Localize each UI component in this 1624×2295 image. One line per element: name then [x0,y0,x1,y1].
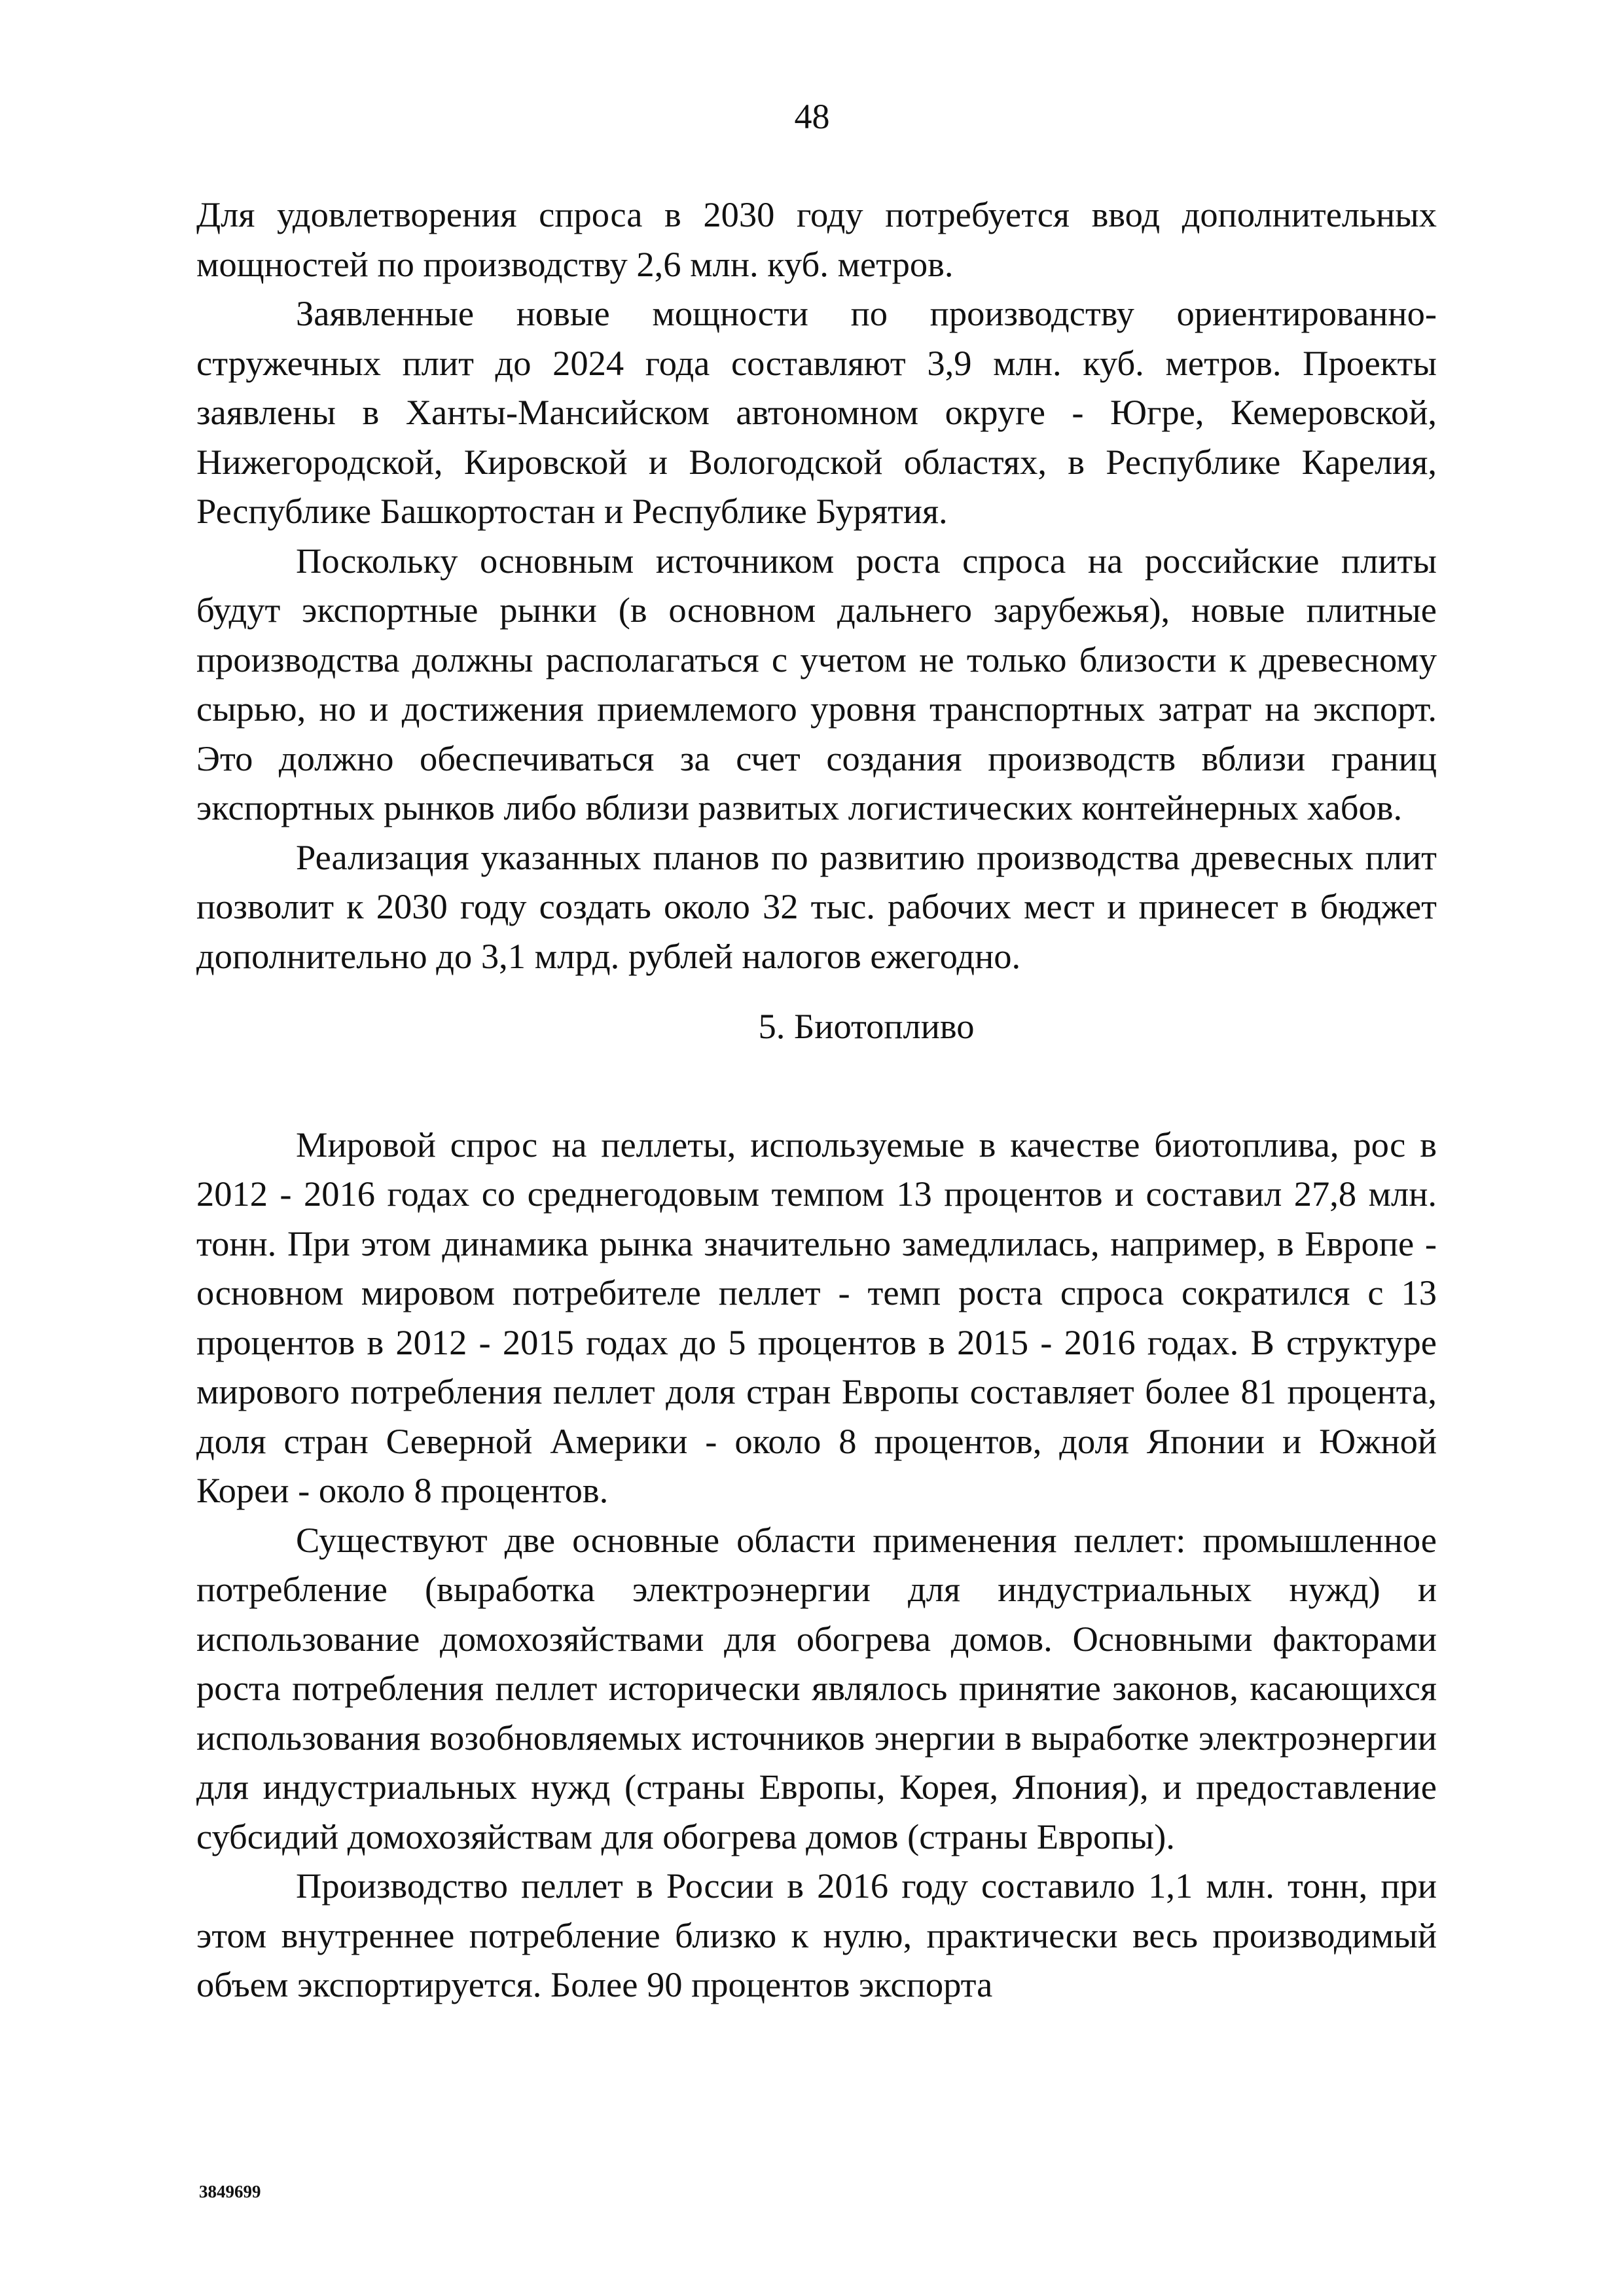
paragraph-demand-2030: Для удовлетворения спроса в 2030 году потребуется ввод дополнительных мощностей по производству 2,6 млн. куб. метров. [196,194,1437,284]
paragraph-russia-pellet-production: Производство пеллет в России в 2016 году составило 1,1 млн. тонн, при этом внутреннее потребление близко к нулю, практически весь производимый объем экспортируется. Более 90 процентов экспорта [196,1866,1437,2004]
paragraph-osb-capacity: Заявленные новые мощности по производству ориентированно-стружечных плит до 2024 года составляют 3,9 млн. куб. метров. Проекты заявлены в Ханты-Мансийском автономном округе - Югре, Кемеровской, Нижегородской, Кировской и Вологодской областях, в Республике Карелия, Республике Башкортостан и Республике Бурятия. [196,293,1437,531]
document-code: 3849699 [199,2182,261,2201]
paragraph-pellet-demand: Мировой спрос на пеллеты, используемые в качестве биотоплива, рос в 2012 - 2016 годах со среднегодовым темпом 13 процентов и составил 27,8 млн. тонн. При этом динамика рынка значительно замедлилась, например, в Европе - основном мировом потребителе пеллет - темп роста спроса сократился с 13 процентов в 2012 - 2015 годах до 5 процентов в 2015 - 2016 годах. В структуре мирового потребления пеллет доля стран Европы составляет более 81 процента, доля стран Северной Америки - около 8 процентов, доля Японии и Южной Кореи - около 8 процентов. [196,1124,1437,1510]
document-body [196,190,1437,2010]
paragraph-export-markets: Поскольку основным источником роста спроса на российские плиты будут экспортные рынки (в основном дальнего зарубежья), новые плитные производства должны располагаться с учетом не только близости к древесному сырью, но и достижения приемлемого уровня транспортных затрат на экспорт. Это должно обеспечиваться за счет создания производств вблизи границ экспортных рынков либо вблизи развитых логистических контейнерных хабов. [196,540,1437,827]
page-number: 48 [794,97,830,136]
paragraph-pellet-applications: Существуют две основные области применения пеллет: промышленное потребление (выработка электроэнергии для индустриальных нужд) и использование домохозяйствами для обогрева домов. Основными факторами роста потребления пеллет исторически являлось принятие законов, касающихся использования возобновляемых источников энергии в выработке электроэнергии для индустриальных нужд (страны Европы, Корея, Япония), и предоставление субсидий домохозяйствам для обогрева домов (страны Европы). [196,1519,1437,1856]
paragraph-jobs-taxes: Реализация указанных планов по развитию производства древесных плит позволит к 2030 году создать около 32 тыс. рабочих мест и принесет в бюджет дополнительно до 3,1 млрд. рублей налогов ежегодно. [196,837,1437,976]
section-heading-biofuel: 5. Биотопливо [758,1006,975,1046]
